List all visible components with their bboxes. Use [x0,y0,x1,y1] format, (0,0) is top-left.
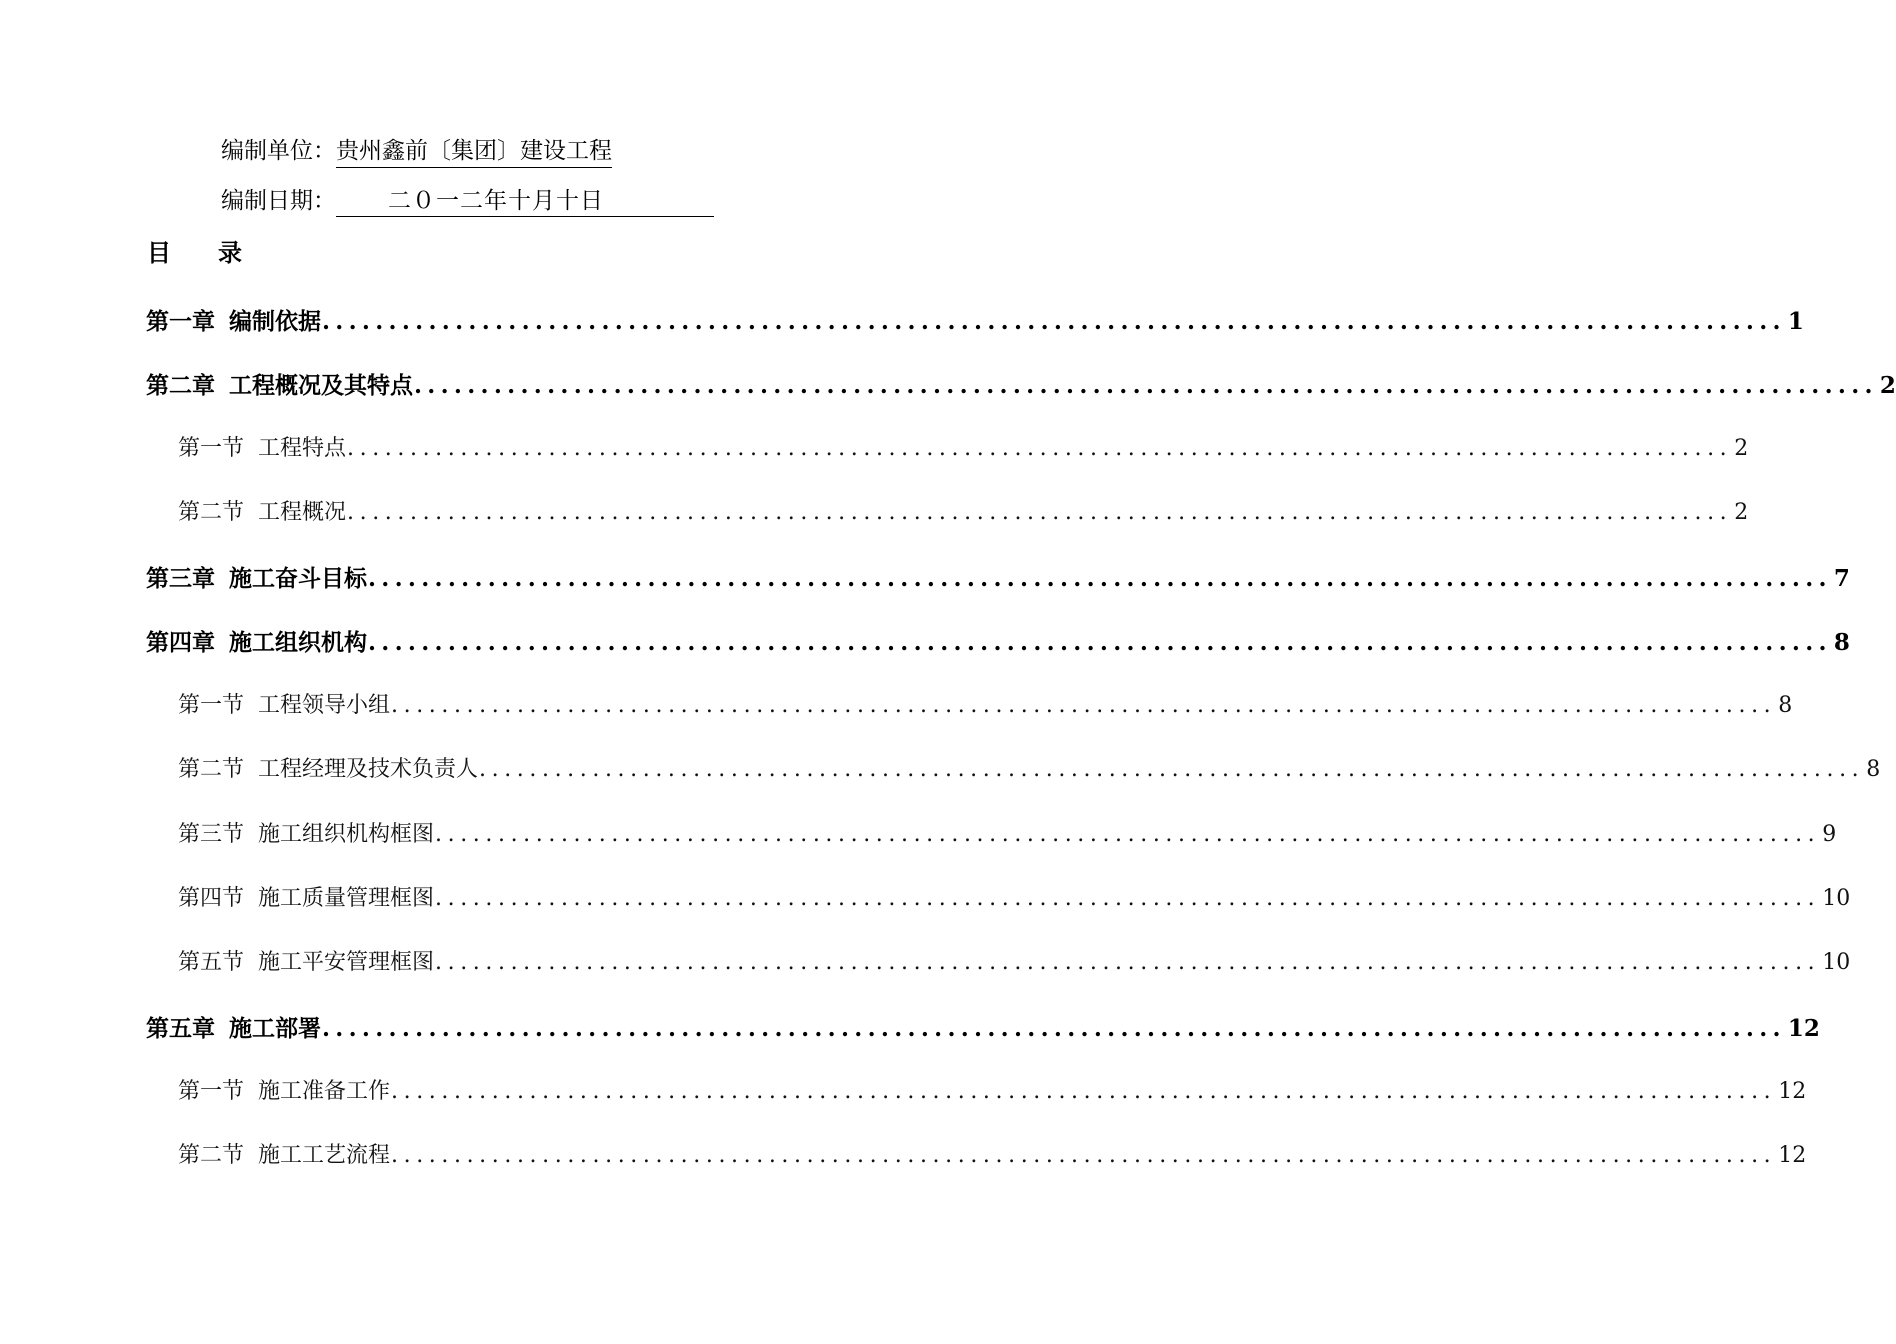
toc-entry-page: 2 [1879,372,1896,399]
toc-dot-leader: .............................................................................................................. [347,436,1733,461]
toc-dot-leader: .............................................................................................................. [347,500,1733,525]
toc-entry-title: 工程领导小组 [258,693,391,718]
toc-entry-page: 8 [1833,629,1850,656]
toc-entry-number: 第三章 [146,565,215,592]
toc-entry-chapter-5[interactable] [146,1010,1820,1043]
toc-entry-page: 10 [1822,886,1851,911]
toc-dot-leader: .............................................................................................................. [435,822,1821,847]
toc-entry-number: 第一章 [146,308,215,335]
compile-date-line [221,186,714,217]
toc-entry-section[interactable] [178,752,1881,783]
toc-entry-title: 工程经理及技术负责人 [258,757,479,782]
toc-entry-number: 第五节 [178,950,245,975]
toc-entry-title: 施工质量管理框图 [258,886,435,911]
toc-entry-title: 施工平安管理框图 [258,950,435,975]
toc-entry-section[interactable] [178,817,1837,848]
compiler-unit-line [221,136,612,168]
toc-entry-section[interactable] [178,495,1749,526]
toc-entry-title: 施工工艺流程 [258,1143,391,1168]
toc-entry-number: 第四章 [146,629,215,656]
toc-dot-leader: .............................................................................................................. [322,308,1786,335]
compiler-unit-value: 贵州鑫前〔集团〕建设工程 [336,136,612,168]
toc-entry-page: 12 [1787,1015,1820,1042]
toc-entry-title: 施工组织机构框图 [258,822,435,847]
toc-dot-leader: .............................................................................................................. [368,629,1832,656]
toc-entry-title: 工程概况 [258,500,347,525]
toc-entry-number: 第二节 [178,757,245,782]
toc-entry-page: 12 [1778,1079,1807,1104]
toc-entry-page: 2 [1734,500,1749,525]
toc-dot-leader: .............................................................................................................. [391,1143,1777,1168]
toc-entry-page: 8 [1866,757,1881,782]
toc-entry-number: 第五章 [146,1015,215,1042]
toc-dot-leader: .............................................................................................................. [391,1079,1777,1104]
toc-entry-number: 第四节 [178,886,245,911]
toc-dot-leader: .............................................................................................................. [479,757,1865,782]
compile-date-label: 编制日期： [221,188,336,214]
toc-entry-section[interactable] [178,945,1851,976]
toc-entry-section[interactable] [178,431,1749,462]
toc-entry-page: 10 [1822,950,1851,975]
compile-date-value: 二０一二年十月十日 [336,186,714,217]
toc-entry-page: 12 [1778,1143,1807,1168]
toc-entry-section[interactable] [178,1138,1807,1169]
toc-dot-leader: .............................................................................................................. [391,693,1777,718]
toc-dot-leader: .............................................................................................................. [414,372,1878,399]
toc-entry-page: 9 [1822,822,1837,847]
toc-entry-title: 编制依据 [229,308,321,335]
toc-entry-section[interactable] [178,688,1793,719]
toc-entry-title: 施工准备工作 [258,1079,391,1104]
toc-dot-leader: .............................................................................................................. [322,1015,1786,1042]
toc-entry-chapter-4[interactable] [146,624,1850,657]
toc-dot-leader: .............................................................................................................. [435,950,1821,975]
toc-entry-section[interactable] [178,1074,1807,1105]
toc-entry-title: 施工奋斗目标 [229,565,367,592]
toc-entry-page: 2 [1734,436,1749,461]
toc-entry-title: 工程特点 [258,436,347,461]
toc-dot-leader: .............................................................................................................. [368,565,1832,592]
toc-entry-chapter-3[interactable] [146,560,1850,593]
toc-entry-title: 工程概况及其特点 [229,372,413,399]
toc-dot-leader: .............................................................................................................. [435,886,1821,911]
toc-heading [147,233,243,268]
toc-entry-page: 8 [1778,693,1793,718]
toc-entry-page: 7 [1833,565,1850,592]
toc-entry-section[interactable] [178,881,1851,912]
toc-entry-number: 第一节 [178,693,245,718]
toc-entry-chapter-1[interactable] [146,303,1804,336]
compiler-unit-label: 编制单位： [221,138,336,164]
toc-entry-chapter-2[interactable] [146,367,1896,400]
toc-heading-left: 目 [147,238,172,267]
toc-entry-number: 第二章 [146,372,215,399]
toc-entry-number: 第一节 [178,436,245,461]
toc-entry-number: 第一节 [178,1079,245,1104]
toc-heading-right: 录 [218,238,243,267]
toc-entry-title: 施工部署 [229,1015,321,1042]
toc-entry-page: 1 [1787,308,1804,335]
toc-entry-title: 施工组织机构 [229,629,367,656]
toc-entry-number: 第三节 [178,822,245,847]
toc-entry-number: 第二节 [178,1143,245,1168]
toc-entry-number: 第二节 [178,500,245,525]
